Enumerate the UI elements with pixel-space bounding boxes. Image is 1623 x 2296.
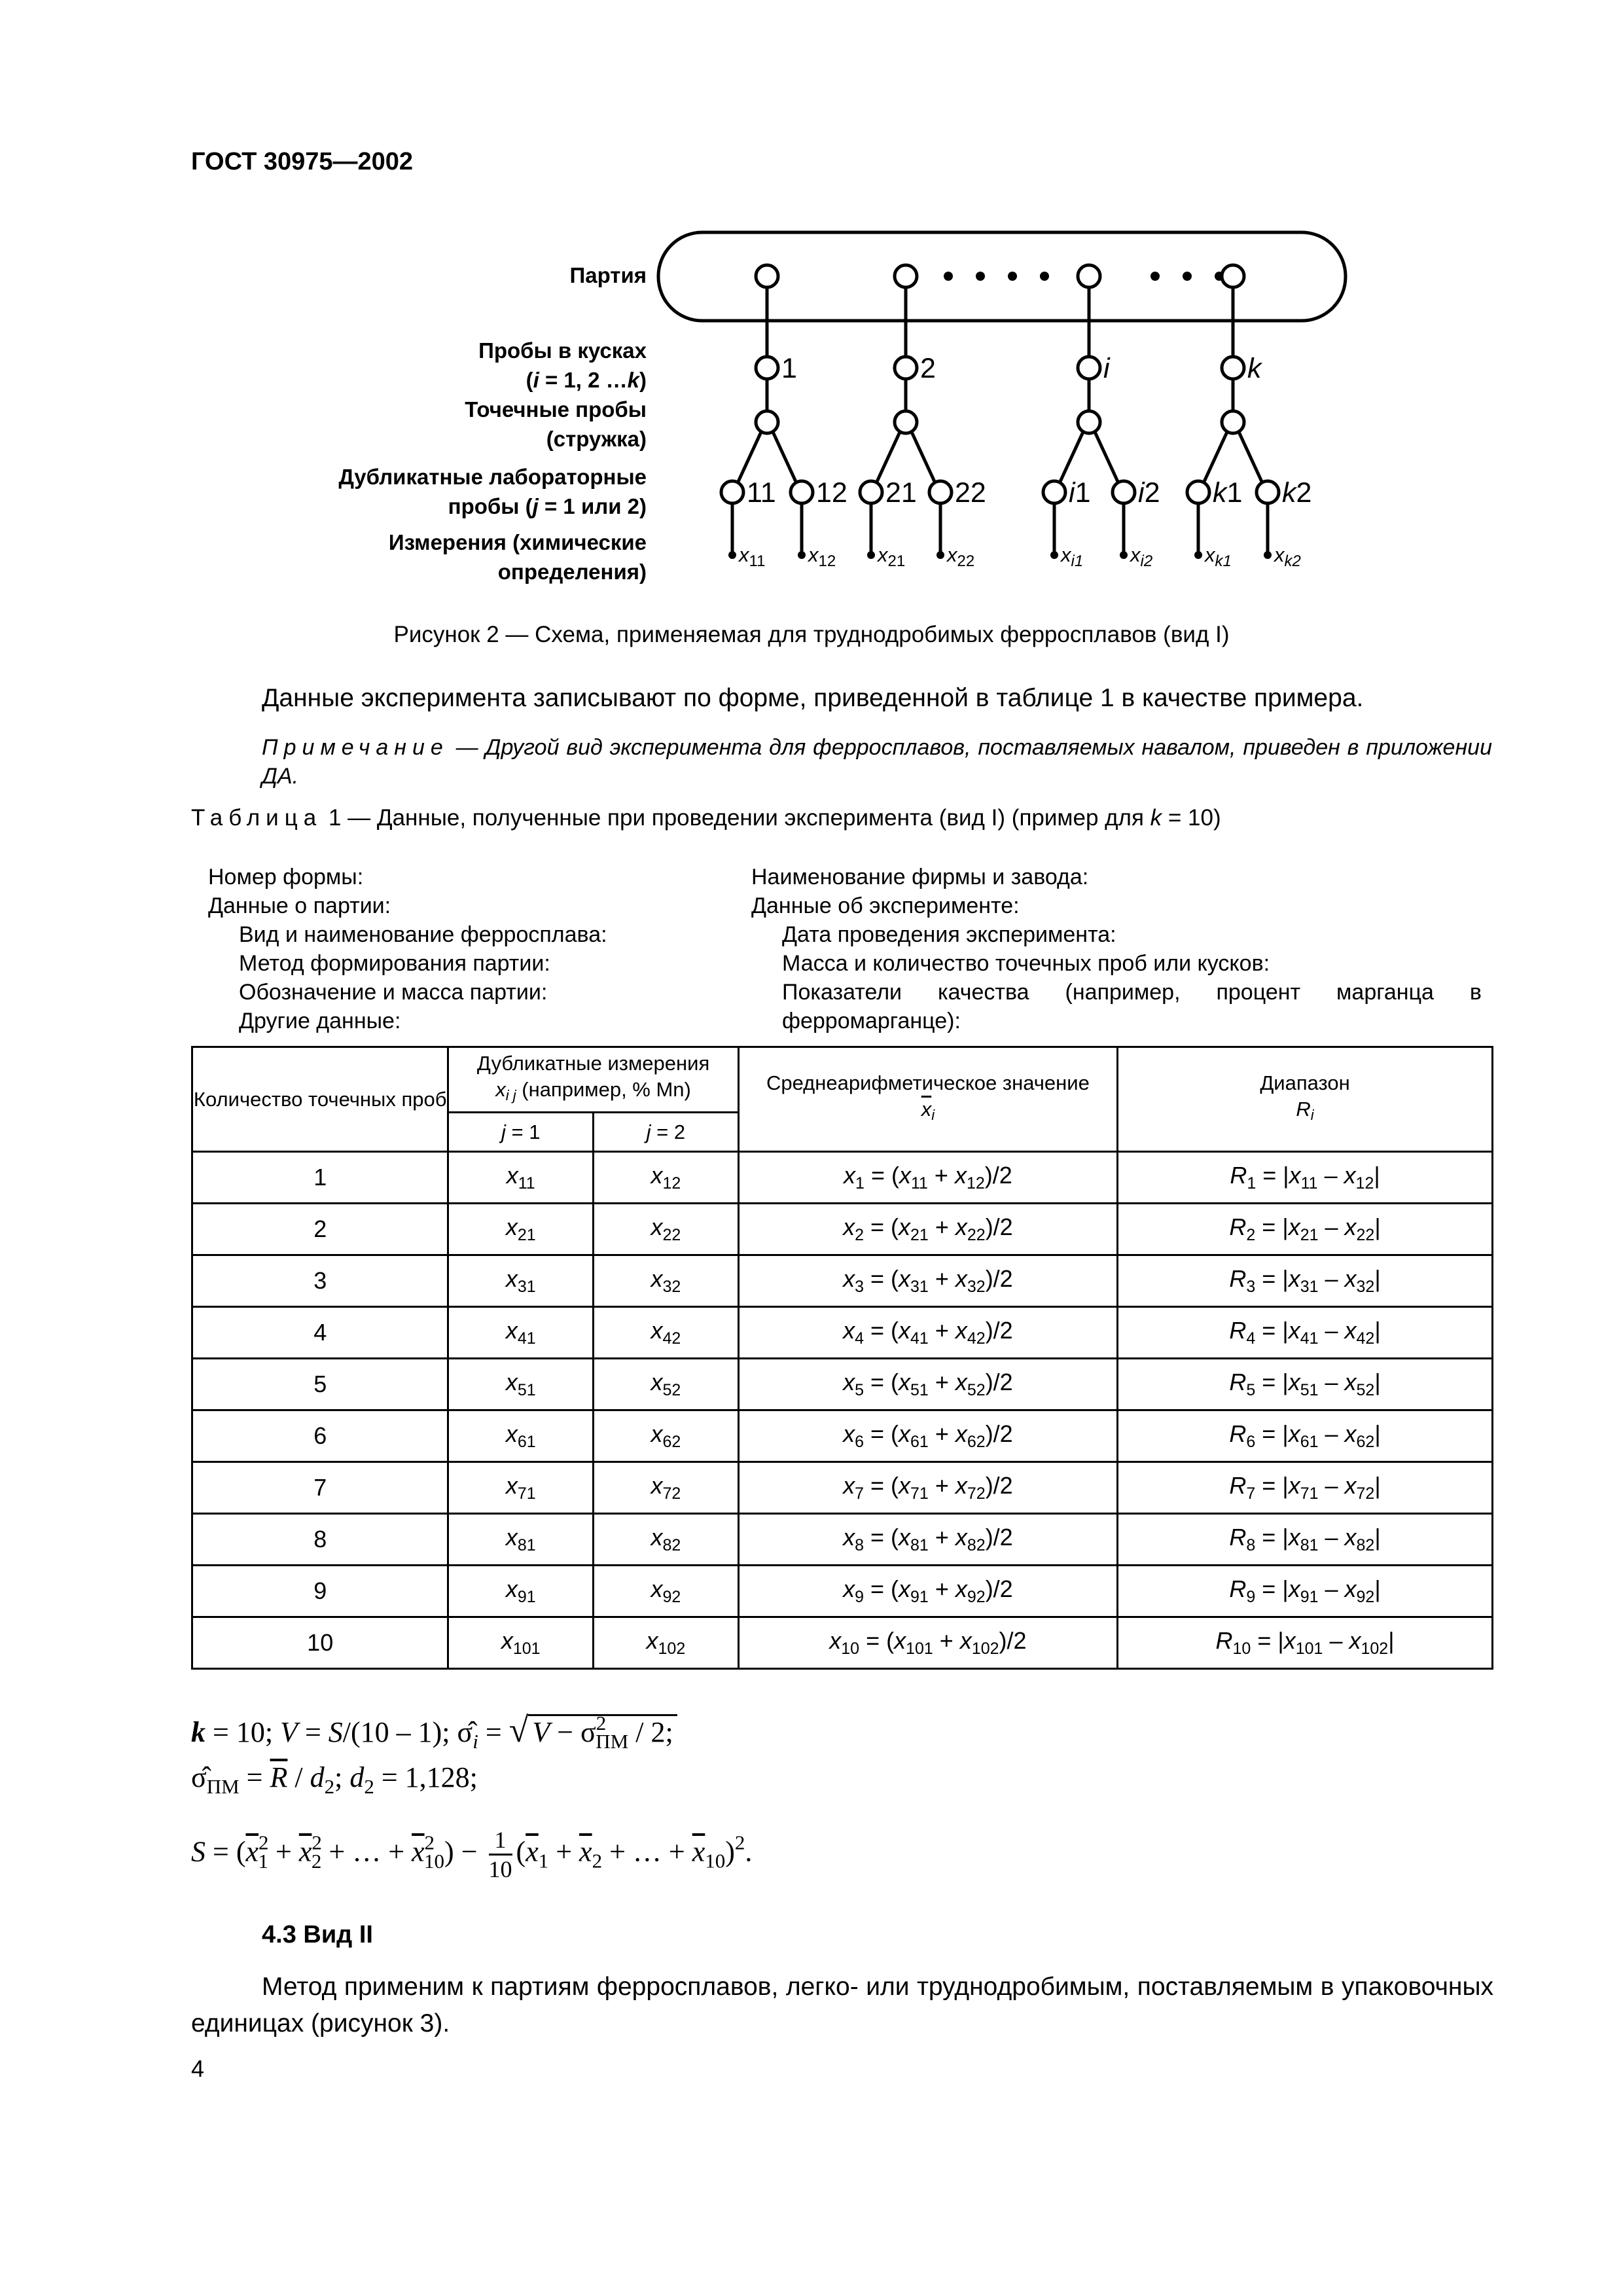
sample-label: 2 bbox=[920, 353, 936, 384]
increment-node bbox=[895, 411, 917, 433]
sampling-scheme-figure bbox=[0, 209, 1623, 615]
measurement-label: $x_{i1}$ bbox=[1061, 543, 1084, 570]
form-field: Данные об эксперименте: bbox=[751, 893, 1020, 918]
duplicate-node bbox=[1187, 481, 1209, 503]
label-measurements: Измерения (химические bbox=[388, 530, 647, 554]
duplicate-node bbox=[721, 481, 743, 503]
formula-sigma-pm: $\sigmâ_{ПМ} = \overline{R} / d_2$; $d_2 = 1,128$; bbox=[191, 1761, 478, 1798]
duplicate-label: k2 bbox=[1282, 477, 1312, 509]
cell-mean: $x_8 = (x_{81} + x_{82})/2$ bbox=[738, 1514, 1117, 1566]
intro-paragraph: Данные эксперимента записывают по форме, приведенной в таблице 1 в качестве примера. bbox=[262, 684, 1364, 712]
cell-mean: $x_{10} = (x_{101} + x_{102})/2$ bbox=[738, 1617, 1117, 1669]
table-caption: Таблица 1 — Данные, полученные при проведении эксперимента (вид I) (пример для k = 10) bbox=[191, 805, 1221, 831]
measurement-label: $x_{i2}$ bbox=[1130, 543, 1153, 570]
form-field: Номер формы: bbox=[208, 865, 364, 889]
sample-label: k bbox=[1247, 353, 1262, 384]
branch-line bbox=[1095, 432, 1118, 483]
label-increments-sub: (стружка) bbox=[546, 427, 647, 451]
table-body bbox=[192, 1152, 1493, 1669]
cell-x1: $x_{41}$ bbox=[448, 1307, 594, 1359]
cell-range: $R_2 = |x_{21} - x_{22}|$ bbox=[1118, 1204, 1493, 1255]
measurement-label: $x_{k2}$ bbox=[1274, 543, 1301, 570]
branch-line bbox=[1060, 432, 1083, 483]
label-lot: Партия bbox=[569, 263, 647, 287]
cell-x2: $x_{102}$ bbox=[594, 1617, 739, 1669]
header-j1: j = 1 bbox=[448, 1113, 594, 1152]
lot-node bbox=[1078, 265, 1100, 287]
piece-sample-node bbox=[1222, 357, 1244, 379]
sample-branches bbox=[721, 265, 1311, 570]
cell-x1: $x_{81}$ bbox=[448, 1514, 594, 1566]
piece-sample-node bbox=[895, 357, 917, 379]
cell-mean: $x_2 = (x_{21} + x_{22})/2$ bbox=[738, 1204, 1117, 1255]
cell-count: 1 bbox=[192, 1152, 448, 1204]
table-row bbox=[192, 1152, 1493, 1204]
form-field: Обозначение и масса партии: bbox=[239, 980, 548, 1005]
piece-sample-node bbox=[756, 357, 778, 379]
label-increments: Точечные пробы bbox=[465, 397, 647, 422]
duplicate-label: 11 bbox=[747, 477, 776, 509]
cell-count: 2 bbox=[192, 1204, 448, 1255]
measurement-label: $x_{11}$ bbox=[739, 543, 766, 570]
cell-range: $R_5 = |x_{51} - x_{52}|$ bbox=[1118, 1359, 1493, 1410]
header-range: Диапазон $R_i$ bbox=[1118, 1047, 1493, 1152]
duplicate-label: i1 bbox=[1069, 477, 1091, 509]
form-field: Масса и количество точечных проб или кусков: bbox=[782, 951, 1270, 976]
measurement-dot bbox=[1194, 551, 1202, 559]
cell-x2: $x_{92}$ bbox=[594, 1566, 739, 1617]
header-duplicates: Дубликатные измерения $x_{i j}$ (например, % Mn) bbox=[448, 1047, 738, 1113]
table-row bbox=[192, 1566, 1493, 1617]
duplicate-node bbox=[1043, 481, 1065, 503]
lot-node bbox=[756, 265, 778, 287]
increment-node bbox=[1222, 411, 1244, 433]
label-piece-samples-range: (i = 1, 2 …k) bbox=[526, 368, 647, 392]
duplicate-node bbox=[1257, 481, 1279, 503]
measurement-label: $x_{21}$ bbox=[878, 543, 906, 570]
form-field: Показатели качества (например, процент марганца в bbox=[782, 980, 1482, 1005]
cell-range: $R_6 = |x_{61} - x_{62}|$ bbox=[1118, 1410, 1493, 1462]
cell-count: 9 bbox=[192, 1566, 448, 1617]
cell-range: $R_1 = |x_{11} - x_{12}|$ bbox=[1118, 1152, 1493, 1204]
branch-line bbox=[773, 432, 796, 483]
cell-range: $R_3 = |x_{31} - x_{32}|$ bbox=[1118, 1255, 1493, 1307]
measurement-dot bbox=[728, 551, 736, 559]
table-row bbox=[192, 1359, 1493, 1410]
label-measurements-sub: определения) bbox=[497, 560, 647, 584]
cell-count: 10 bbox=[192, 1617, 448, 1669]
cell-x1: $x_{31}$ bbox=[448, 1255, 594, 1307]
duplicate-node bbox=[791, 481, 813, 503]
note bbox=[262, 733, 1492, 791]
increment-node bbox=[1078, 411, 1100, 433]
formula-s: $S = (\overline{x}^2_1 + \overline{x}^2_2$ + … + $\overline{x}^2_{10}$) − $\frac{1}{10}$ ($\overline{x}_1 + \overline{x}_2$ + … + $\overline{x}_{10})^2$. bbox=[191, 1827, 753, 1882]
lot-node bbox=[895, 265, 917, 287]
measurement-label: $x_{k1}$ bbox=[1205, 543, 1232, 570]
cell-range: $R_9 = |x_{91} - x_{92}|$ bbox=[1118, 1566, 1493, 1617]
measurement-dot bbox=[1120, 551, 1128, 559]
form-field: Метод формирования партии: bbox=[239, 951, 550, 976]
cell-mean: $x_5 = (x_{51} + x_{52})/2$ bbox=[738, 1359, 1117, 1410]
cell-x2: $x_{62}$ bbox=[594, 1410, 739, 1462]
cell-mean: $x_9 = (x_{91} + x_{92})/2$ bbox=[738, 1566, 1117, 1617]
cell-count: 3 bbox=[192, 1255, 448, 1307]
cell-mean: $x_7 = (x_{71} + x_{72})/2$ bbox=[738, 1462, 1117, 1514]
label-duplicates: Дубликатные лабораторные bbox=[338, 465, 647, 489]
measurement-label: $x_{12}$ bbox=[808, 543, 836, 570]
duplicate-node bbox=[929, 481, 952, 503]
formula-variance: k = 10; V = S/(10 – 1); $\sigmâ_i$ = √ $V - \sigma^2_{ПМ} / 2$; bbox=[191, 1710, 677, 1753]
measurement-dot bbox=[867, 551, 875, 559]
duplicate-node bbox=[1113, 481, 1135, 503]
header-count: Количество точечных проб bbox=[192, 1047, 448, 1152]
cell-mean: $x_6 = (x_{61} + x_{62})/2$ bbox=[738, 1410, 1117, 1462]
measurement-dot bbox=[1050, 551, 1058, 559]
cell-count: 6 bbox=[192, 1410, 448, 1462]
cell-x1: $x_{71}$ bbox=[448, 1462, 594, 1514]
cell-x1: $x_{101}$ bbox=[448, 1617, 594, 1669]
duplicate-label: k1 bbox=[1213, 477, 1243, 509]
duplicate-label: 22 bbox=[955, 477, 986, 509]
header-mean: Среднеарифметическое значение $\overline{x}_i$ bbox=[738, 1047, 1117, 1152]
cell-x1: $x_{21}$ bbox=[448, 1204, 594, 1255]
form-right-fields bbox=[751, 863, 1482, 1035]
note-label: Примечание bbox=[262, 735, 449, 760]
cell-x1: $x_{61}$ bbox=[448, 1410, 594, 1462]
cell-mean: $x_4 = (x_{41} + x_{42})/2$ bbox=[738, 1307, 1117, 1359]
branch-line bbox=[1204, 432, 1227, 483]
measurement-label: $x_{22}$ bbox=[947, 543, 975, 570]
cell-count: 4 bbox=[192, 1307, 448, 1359]
cell-x1: $x_{91}$ bbox=[448, 1566, 594, 1617]
cell-count: 8 bbox=[192, 1514, 448, 1566]
form-field: Наименование фирмы и завода: bbox=[751, 865, 1089, 889]
form-field: ферромарганце): bbox=[782, 1009, 961, 1033]
table-row bbox=[192, 1617, 1493, 1669]
sample-label: 1 bbox=[781, 353, 797, 384]
form-field: Вид и наименование ферросплава: bbox=[239, 922, 607, 947]
figure-caption: Рисунок 2 — Схема, применяемая для труднодробимых ферросплавов (вид I) bbox=[393, 622, 1230, 647]
table-row bbox=[192, 1410, 1493, 1462]
cell-x1: $x_{11}$ bbox=[448, 1152, 594, 1204]
piece-sample-node bbox=[1078, 357, 1100, 379]
note-text: — Другой вид эксперимента для ферросплавов, поставляемых навалом, приведен в приложении ДА. bbox=[262, 735, 1492, 789]
cell-mean: $x_3 = (x_{31} + x_{32})/2$ bbox=[738, 1255, 1117, 1307]
cell-range: $R_{10} = |x_{101} - x_{102}|$ bbox=[1118, 1617, 1493, 1669]
cell-range: $R_7 = |x_{71} - x_{72}|$ bbox=[1118, 1462, 1493, 1514]
duplicate-node bbox=[860, 481, 882, 503]
form-field: Данные о партии: bbox=[208, 893, 391, 918]
cell-x2: $x_{42}$ bbox=[594, 1307, 739, 1359]
table-row bbox=[192, 1204, 1493, 1255]
increment-node bbox=[756, 411, 778, 433]
lot-node bbox=[1222, 265, 1244, 287]
measurement-dot bbox=[936, 551, 944, 559]
cell-range: $R_8 = |x_{81} - x_{82}|$ bbox=[1118, 1514, 1493, 1566]
table-row bbox=[192, 1462, 1493, 1514]
section-body: Метод применим к партиям ферросплавов, легко- или труднодробимым, поставляемым в упаковочных единицах (рисунок 3). bbox=[191, 1973, 1493, 2037]
measurement-dot bbox=[798, 551, 806, 559]
page-number: 4 bbox=[191, 2055, 205, 2082]
section-heading: 4.3 Вид II bbox=[262, 1921, 373, 1948]
cell-x2: $x_{32}$ bbox=[594, 1255, 739, 1307]
header-j2: j = 2 bbox=[594, 1113, 739, 1152]
form-left-fields bbox=[208, 863, 719, 1035]
duplicate-label: 21 bbox=[885, 477, 917, 509]
document-header: ГОСТ 30975—2002 bbox=[191, 148, 414, 175]
cell-count: 5 bbox=[192, 1359, 448, 1410]
duplicate-label: 12 bbox=[816, 477, 847, 509]
branch-line bbox=[738, 432, 761, 483]
table-row bbox=[192, 1255, 1493, 1307]
table-row bbox=[192, 1514, 1493, 1566]
measurement-dot bbox=[1264, 551, 1272, 559]
duplicate-label: i2 bbox=[1138, 477, 1160, 509]
label-duplicates-sub: пробы (j = 1 или 2) bbox=[448, 494, 647, 518]
cell-x1: $x_{51}$ bbox=[448, 1359, 594, 1410]
cell-count: 7 bbox=[192, 1462, 448, 1514]
sample-label: i bbox=[1103, 353, 1110, 384]
data-table bbox=[191, 1046, 1493, 1670]
form-field: Другие данные: bbox=[239, 1009, 401, 1033]
cell-x2: $x_{12}$ bbox=[594, 1152, 739, 1204]
branch-line bbox=[912, 432, 935, 483]
cell-range: $R_4 = |x_{41} - x_{42}|$ bbox=[1118, 1307, 1493, 1359]
form-field: Дата проведения эксперимента: bbox=[782, 922, 1116, 947]
table-row bbox=[192, 1307, 1493, 1359]
label-piece-samples: Пробы в кусках bbox=[478, 338, 647, 363]
branch-line bbox=[1239, 432, 1262, 483]
branch-line bbox=[876, 432, 900, 483]
cell-x2: $x_{52}$ bbox=[594, 1359, 739, 1410]
cell-x2: $x_{22}$ bbox=[594, 1204, 739, 1255]
table-caption-label: Таблица bbox=[191, 805, 323, 831]
cell-mean: $x_1 = (x_{11} + x_{12})/2$ bbox=[738, 1152, 1117, 1204]
cell-x2: $x_{72}$ bbox=[594, 1462, 739, 1514]
cell-x2: $x_{82}$ bbox=[594, 1514, 739, 1566]
